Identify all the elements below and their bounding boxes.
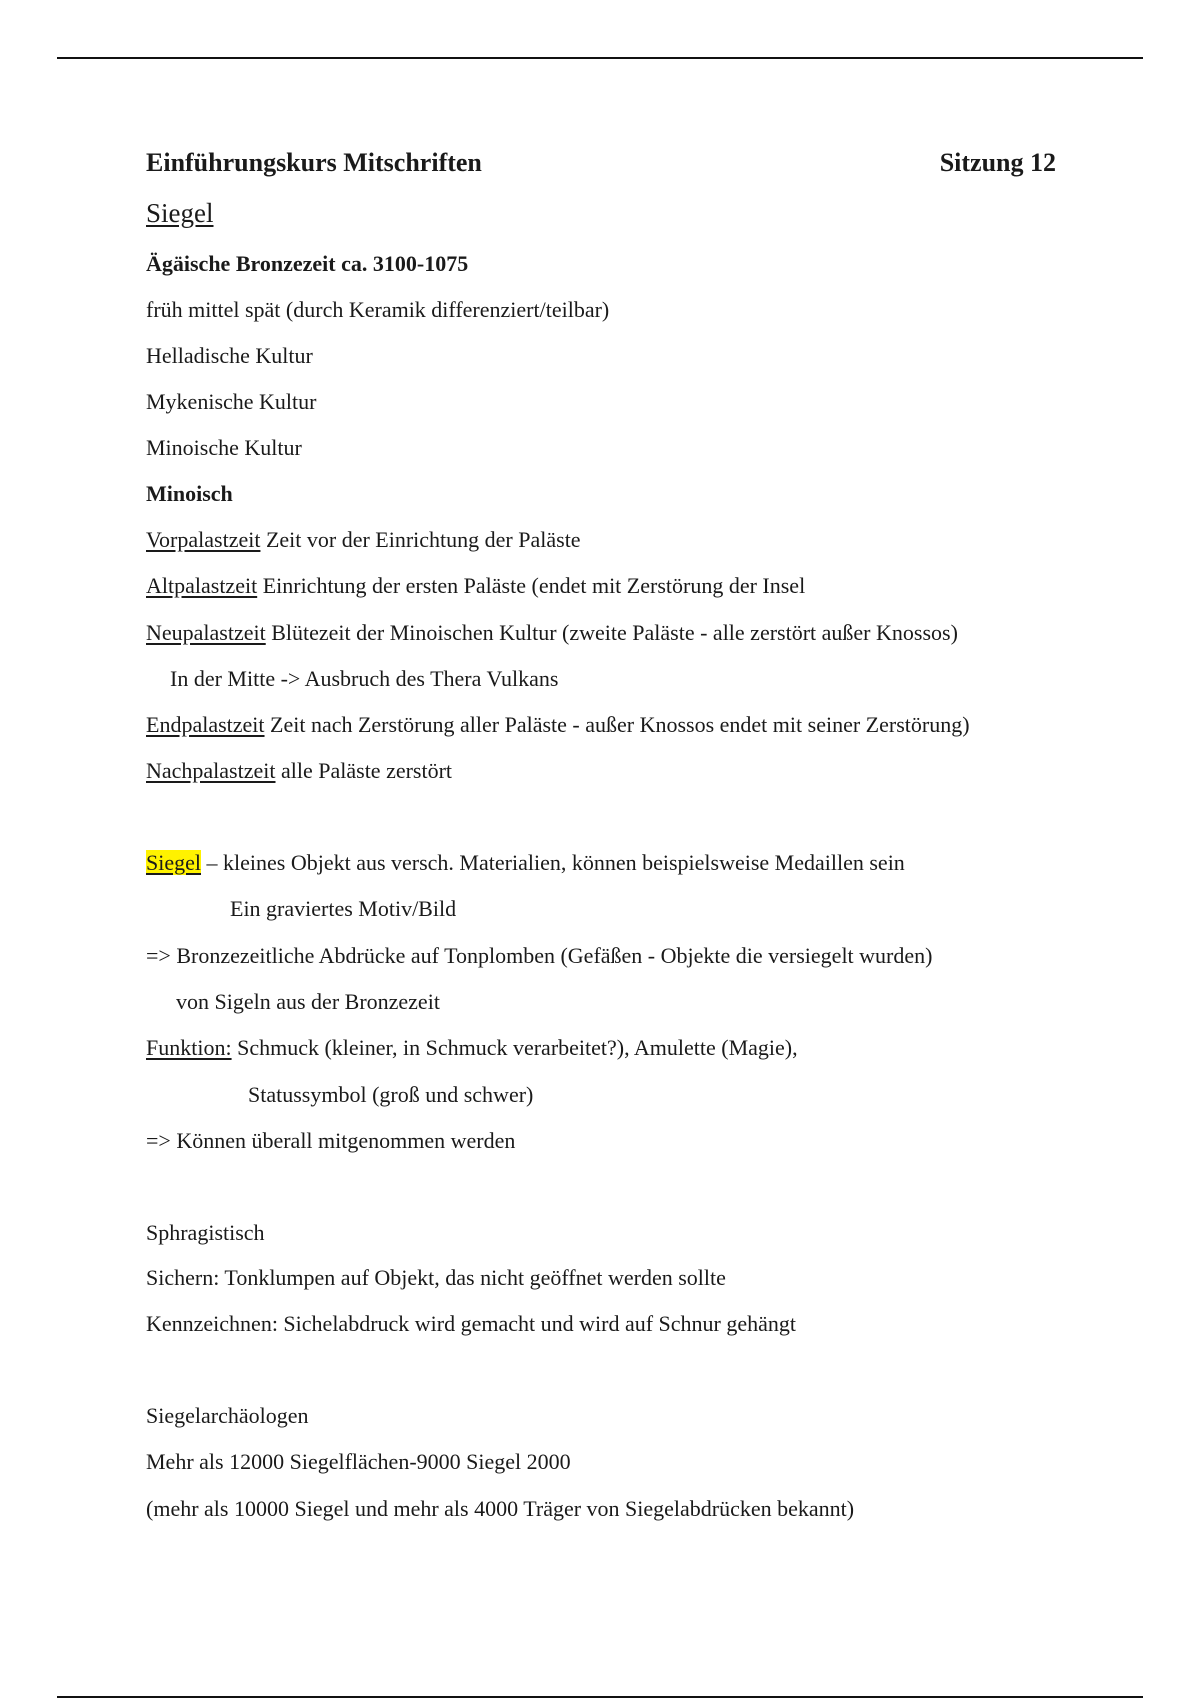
seal-term-highlighted: Siegel [146,850,201,875]
period-text: Einrichtung der ersten Paläste (endet mit Zerstörung der Insel [257,573,806,598]
period-text: Blütezeit der Minoischen Kultur (zweite Paläste - alle zerstört außer Knossos) [265,620,958,645]
function-label: Funktion: [146,1035,232,1060]
document-title: Einführungskurs Mitschriften [146,148,482,177]
archaeologists-count: Mehr als 12000 Siegelflächen-9000 Siegel 2000 [146,1449,571,1474]
period-term: Nachpalastzeit [146,758,276,783]
period-line [146,525,581,555]
seal-definition: – kleines Objekt aus versch. Materialien, können beispielsweise Medaillen sein [201,850,905,875]
function-continued: Statussymbol (groß und schwer) [248,1082,534,1107]
seal-impressions-continued: von Sigeln aus der Bronzezeit [176,989,440,1014]
line-phases: früh mittel spät (durch Keramik differenziert/teilbar) [146,297,610,322]
bottom-rule [57,1696,1143,1698]
seal-impressions: => Bronzezeitliche Abdrücke auf Tonplomben (Gefäßen - Objekte die versiegelt wurden) [146,943,933,968]
function-text: Schmuck (kleiner, in Schmuck verarbeitet?), Amulette (Magie), [231,1035,798,1060]
line-mycenaean: Mykenische Kultur [146,389,317,414]
sphragistic-secure: Sichern: Tonklumpen auf Objekt, das nicht geöffnet werden sollte [146,1265,726,1290]
period-line [146,710,970,740]
seal-definition-line [146,848,905,878]
seal-motif: Ein graviertes Motiv/Bild [230,896,457,921]
function-line [146,1033,798,1063]
period-text: Zeit vor der Einrichtung der Paläste [260,527,581,552]
minoan-heading: Minoisch [146,481,233,506]
period-term: Endpalastzeit [146,712,265,737]
period-line [146,756,452,786]
sphragistic-heading: Sphragistisch [146,1220,265,1245]
period-line [146,618,958,648]
archaeologists-note: (mehr als 10000 Siegel und mehr als 4000 Träger von Siegelabdrücken bekannt) [146,1496,855,1521]
section-title: Siegel [146,198,214,228]
period-term: Neupalastzeit [146,620,266,645]
top-rule [57,57,1143,59]
subheading-bronze-age: Ägäische Bronzezeit ca. 3100-1075 [146,251,469,276]
thera-note: In der Mitte -> Ausbruch des Thera Vulkans [170,666,559,691]
seal-portable: => Können überall mitgenommen werden [146,1128,516,1153]
period-line [146,571,805,601]
sphragistic-mark: Kennzeichnen: Sichelabdruck wird gemacht und wird auf Schnur gehängt [146,1311,797,1336]
session-label: Sitzung 12 [939,148,1056,177]
period-term: Vorpalastzeit [146,527,261,552]
line-helladic: Helladische Kultur [146,343,313,368]
line-minoan: Minoische Kultur [146,435,302,460]
period-text: alle Paläste zerstört [275,758,453,783]
archaeologists-heading: Siegelarchäologen [146,1403,309,1428]
period-term: Altpalastzeit [146,573,258,598]
period-text: Zeit nach Zerstörung aller Paläste - außer Knossos endet mit seiner Zerstörung) [264,712,970,737]
